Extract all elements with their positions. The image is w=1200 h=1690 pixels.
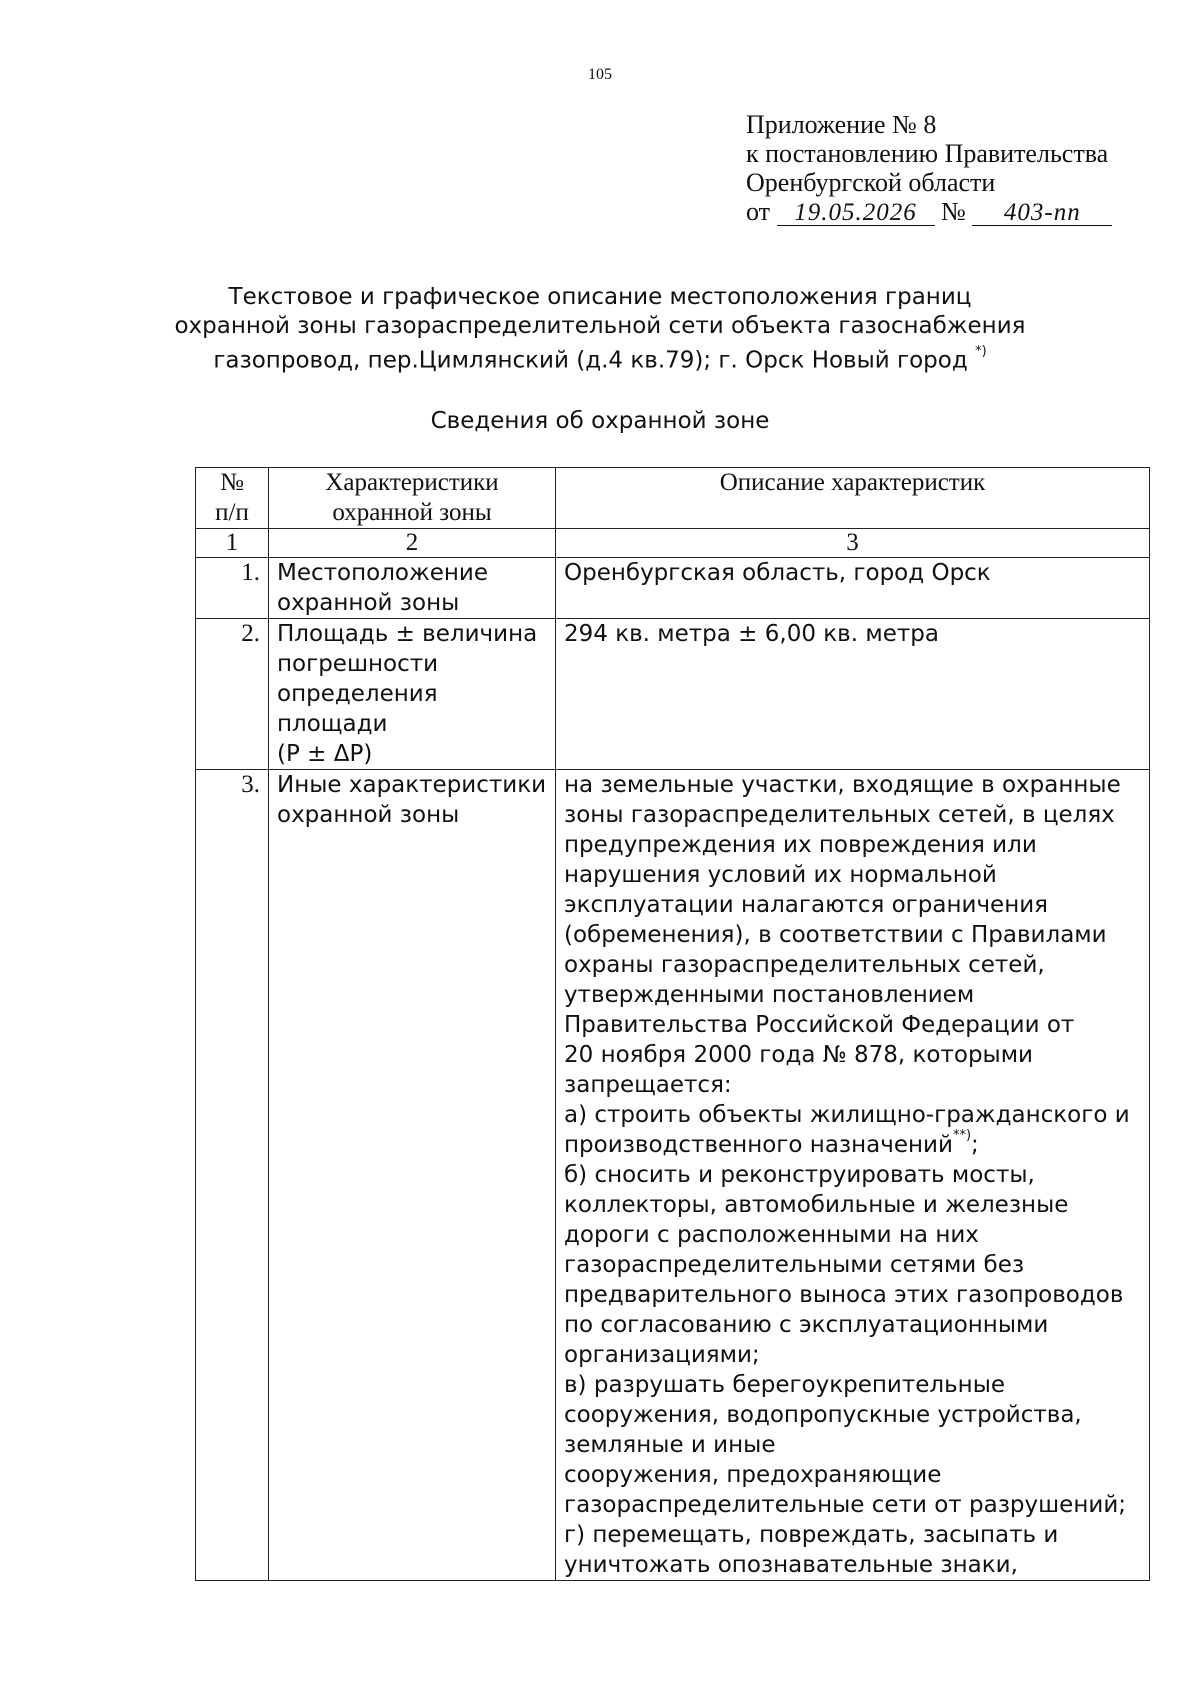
description-line-footnote (564, 1130, 1141, 1160)
title-line-2: охранной зоны газораспределительной сети объекта газоснабжения (174, 313, 1026, 339)
description-line: земляные и иные (564, 1432, 776, 1458)
row-number: 1. (196, 558, 269, 619)
header-number (196, 468, 269, 529)
header-number-line-1: № (220, 469, 244, 496)
appendix-block (746, 110, 1112, 226)
handwritten-date: 19.05.2026 (777, 201, 935, 226)
document-title (0, 283, 1200, 376)
header-number-line-2: п/п (215, 499, 249, 526)
row-number: 3. (196, 770, 269, 1581)
description-line: газораспределительные сети от разрушений; (564, 1492, 1127, 1518)
description-line-text: производственного назначений (564, 1132, 953, 1158)
description-line: дороги с расположенными на них (564, 1222, 979, 1248)
table-row (196, 558, 1150, 619)
row-description (556, 770, 1150, 1581)
header-characteristics (269, 468, 556, 529)
table-row (196, 619, 1150, 770)
row-characteristic (269, 770, 556, 1581)
characteristic-line: Иные характеристики (277, 772, 547, 798)
column-number-1: 1 (196, 529, 269, 558)
description-line: зоны газораспределительных сетей, в целях (564, 802, 1115, 828)
description-line: эксплуатации налагаются ограничения (564, 892, 1049, 918)
title-line-3-text: газопровод, пер.Цимлянский (д.4 кв.79); г. Орск Новый город (213, 347, 968, 374)
description-line: охраны газораспределительных сетей, (564, 952, 1045, 978)
footnote-mark: **) (952, 1128, 972, 1144)
row-description: Оренбургская область, город Орск (556, 558, 1150, 619)
characteristic-line: погрешности (277, 651, 439, 677)
description-line: сооружения, водопропускные устройства, (564, 1402, 1082, 1428)
description-line: предупреждения их повреждения или (564, 832, 1037, 858)
characteristic-line: Площадь ± величина (277, 621, 538, 647)
column-number-2: 2 (269, 529, 556, 558)
description-line: а) строить объекты жилищно-гражданского и (564, 1102, 1130, 1128)
description-line: организациями; (564, 1342, 760, 1368)
appendix-line-3: Оренбургской области (746, 168, 996, 197)
description-line: газораспределительными сетями без (564, 1252, 1025, 1278)
handwritten-number: 403-пп (972, 201, 1112, 226)
description-line: нарушения условий их нормальной (564, 862, 997, 888)
description-line: Правительства Российской Федерации от (564, 1012, 1075, 1038)
header-characteristics-line-1: Характеристики (325, 469, 499, 496)
characteristic-line: определения площади (277, 681, 438, 737)
description-line: сооружения, предохраняющие (564, 1462, 942, 1488)
table-header-row (196, 468, 1150, 529)
table-row (196, 770, 1150, 1581)
page-number: 105 (588, 66, 612, 83)
row-number: 2. (196, 619, 269, 770)
section-title: Сведения об охранной зоне (430, 408, 770, 434)
column-number-row (196, 529, 1150, 558)
description-line: по согласованию с эксплуатационными (564, 1312, 1049, 1338)
row-description: 294 кв. метра ± 6,00 кв. метра (556, 619, 1150, 770)
title-footnote-mark: *) (975, 344, 987, 359)
title-line-3 (0, 341, 1200, 376)
appendix-date-line (746, 197, 1112, 226)
header-characteristics-line-2: охранной зоны (332, 499, 492, 526)
characteristic-line: (P ± ΔP) (277, 741, 373, 767)
description-line: в) разрушать берегоукрепительные (564, 1372, 1006, 1398)
appendix-line-1: Приложение № 8 (746, 110, 937, 139)
appendix-line-2: к постановлению Правительства (746, 139, 1109, 168)
header-description: Описание характеристик (556, 468, 1150, 529)
row-characteristic (269, 558, 556, 619)
description-line: запрещается: (564, 1072, 732, 1098)
characteristic-line: охранной зоны (277, 590, 460, 616)
characteristic-line: охранной зоны (277, 802, 460, 828)
description-line: 20 ноября 2000 года № 878, которыми (564, 1042, 1034, 1068)
row-characteristic (269, 619, 556, 770)
description-line: коллекторы, автомобильные и железные (564, 1192, 1069, 1218)
description-line: утвержденными постановлением (564, 982, 975, 1008)
title-line-1: Текстовое и графическое описание местоположения границ (228, 284, 972, 310)
zone-info-table (195, 467, 1150, 1581)
description-line: уничтожать опознавательные знаки, (564, 1552, 1018, 1578)
characteristic-line: Местоположение (277, 560, 488, 586)
number-prefix: № (941, 197, 966, 226)
description-line: г) перемещать, повреждать, засыпать и (564, 1522, 1059, 1548)
footnote-suffix: ; (971, 1132, 979, 1158)
description-line: предварительного выноса этих газопроводов (564, 1282, 1124, 1308)
date-prefix: от (746, 197, 771, 226)
column-number-3: 3 (556, 529, 1150, 558)
description-line: (обременения), в соответствии с Правилами (564, 922, 1107, 948)
description-line: б) сносить и реконструировать мосты, (564, 1162, 1035, 1188)
description-line: на земельные участки, входящие в охранные (564, 772, 1121, 798)
